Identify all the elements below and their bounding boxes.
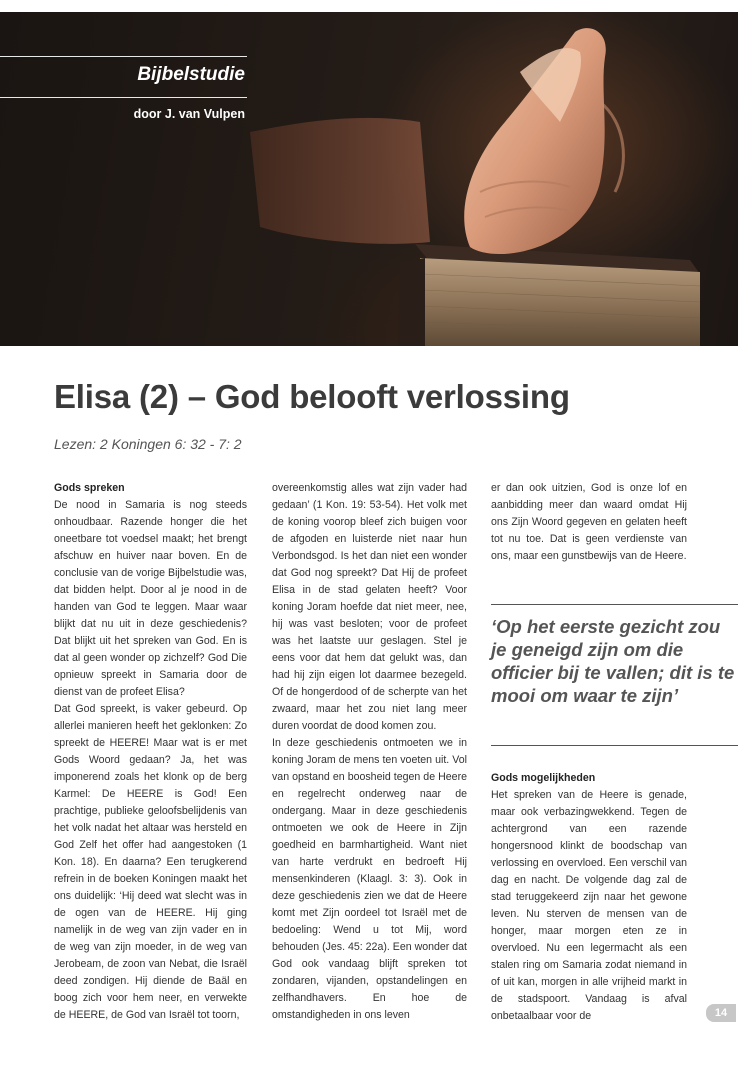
paragraph: overeenkomstig alles wat zijn vader had gedaan’ (1 Kon. 19: 53-54). Het volk met de koning voorop bleef zich buigen voor de afgoden en luisterde niet naar hun Verbondsgod. Is het dan niet een wonder dat God nog spreekt? Dat Hij de profeet Elisa in de stad gelaten heeft? Voor koning Joram hoefde dat niet meer, nee, hij was vast besloten; voor de profeet was het laatste uur geslagen. Stel je eens voor dat hem dat gelukt was, dan had hij zijn eigen lot daarmee bezegeld. Of de hongerdood of de scherpte van het zwaard, maar het zou niet lang meer duren voordat de dood komen zou.: [272, 482, 467, 732]
subheading-gods-spreken: Gods spreken: [54, 482, 125, 494]
column-3-top: [491, 480, 687, 565]
header-rule-top: [0, 56, 247, 57]
section-title: Bijbelstudie: [137, 64, 245, 85]
hero-image: [0, 12, 738, 346]
column-3-bottom: [491, 770, 687, 1025]
paragraph: Dat God spreekt, is vaker gebeurd. Op allerlei manieren heeft het geklonken: Zo spreekt de HEERE! Maar wat is er met Gods Woord gedaan? Ja, het was imponerend zoals het klonk op de berg Karmel: De HEERE is God! Een prachtige, publieke geloofsbelijdenis van het volk nadat het altaar was hersteld en God Zelf het offer had aangestoken (1 Kon. 18). En daarna? Een terugkerend refrein in de boeken Koningen maakt het ons duidelijk: ‘Hij deed wat slecht was in de ogen van de HEERE. Hij ging namelijk in de weg van zijn vader en in de weg van zijn moeder, in de weg van Jerobeam, de zoon van Nebat, die Israël deed zondigen. Hij diende de Baäl en boog zich voor hem neer, en verwekte de HEERE, de God van Israël tot toorn,: [54, 703, 247, 1021]
pull-quote: [491, 604, 738, 746]
paragraph: Het spreken van de Heere is genade, maar ook verbazingwekkend. Tegen de achtergrond van een razende hongersnood klinkt de boodschap van verlossing en overvloed. Een verschil van dag en nacht. De volgende dag zal de stad teruggekeerd zijn naar het gewone leven. Nu sterven de mensen van de honger, maar morgen eten ze in overvloed. Nu een legermacht als een stalen ring om Samaria zodat niemand in of uit kan, morgen in alle vrijheid markt in de stadspoort. Vandaag is afval onbetaalbaar voor de: [491, 789, 687, 1022]
column-2: [272, 480, 467, 1024]
column-1: [54, 480, 247, 1024]
paragraph: er dan ook uitzien, God is onze lof en aanbidding meer dan waard omdat Hij ons Zijn Woord gegeven en gelaten heeft tot nu toe. Dat is geen verdienste van ons, maar een gunstbewijs van de Heere.: [491, 482, 687, 562]
paragraph: In deze geschiedenis ontmoeten we in koning Joram de mens ten voeten uit. Vol van opstand en boosheid tegen de Heere en regelrecht onderweg naar de ondergang. Maar in deze geschiedenis ontmoeten we ook de Heere in Zijn goedheid en barmhartigheid. Want niet van harte verdrukt en bedroeft Hij mensenkinderen (Klaagl. 3: 3). Ook in deze geschiedenis zien we dat de Heere komt met Zijn oordeel tot Israël met de bedoeling: Wend u tot Mij, word behouden (Jes. 45: 22a). Een wonder dat God ook vandaag blijft spreken tot zondaren, vijanden, opstandelingen en zelfhandhavers. En hoe de omstandigheden in ons leven: [272, 737, 467, 1021]
pull-quote-text: ‘Op het eerste gezicht zou je geneigd zijn om die officier bij te vallen; dit is te mooi om waar te zijn’: [491, 616, 735, 706]
praying-hands-on-bible-illustration: [0, 12, 738, 346]
article-title: Elisa (2) – God belooft verlossing: [54, 378, 570, 415]
author-line: door J. van Vulpen: [133, 107, 245, 121]
page-number: 14: [706, 1004, 736, 1022]
paragraph: De nood in Samaria is nog steeds onhoudbaar. Razende honger die het oneetbare tot voedsel maakt; het brengt afschuw en huiver naar boven. En de conclusie van de vorige Bijbelstudie was, dat bidden helpt. Door al je nood in de handen van God te leggen. Maar waar blijkt dat nu uit in deze geschiedenis? Dat blijkt uit het spreken van God. En is dat al geen wonder op zichzelf? God Die opnieuw spreekt in Samaria door de dienst van de profeet Elisa?: [54, 499, 247, 698]
header-rule-bottom: [0, 97, 247, 98]
reading-reference: Lezen: 2 Koningen 6: 32 - 7: 2: [54, 436, 242, 452]
subheading-gods-mogelijkheden: Gods mogelijkheden: [491, 772, 596, 784]
